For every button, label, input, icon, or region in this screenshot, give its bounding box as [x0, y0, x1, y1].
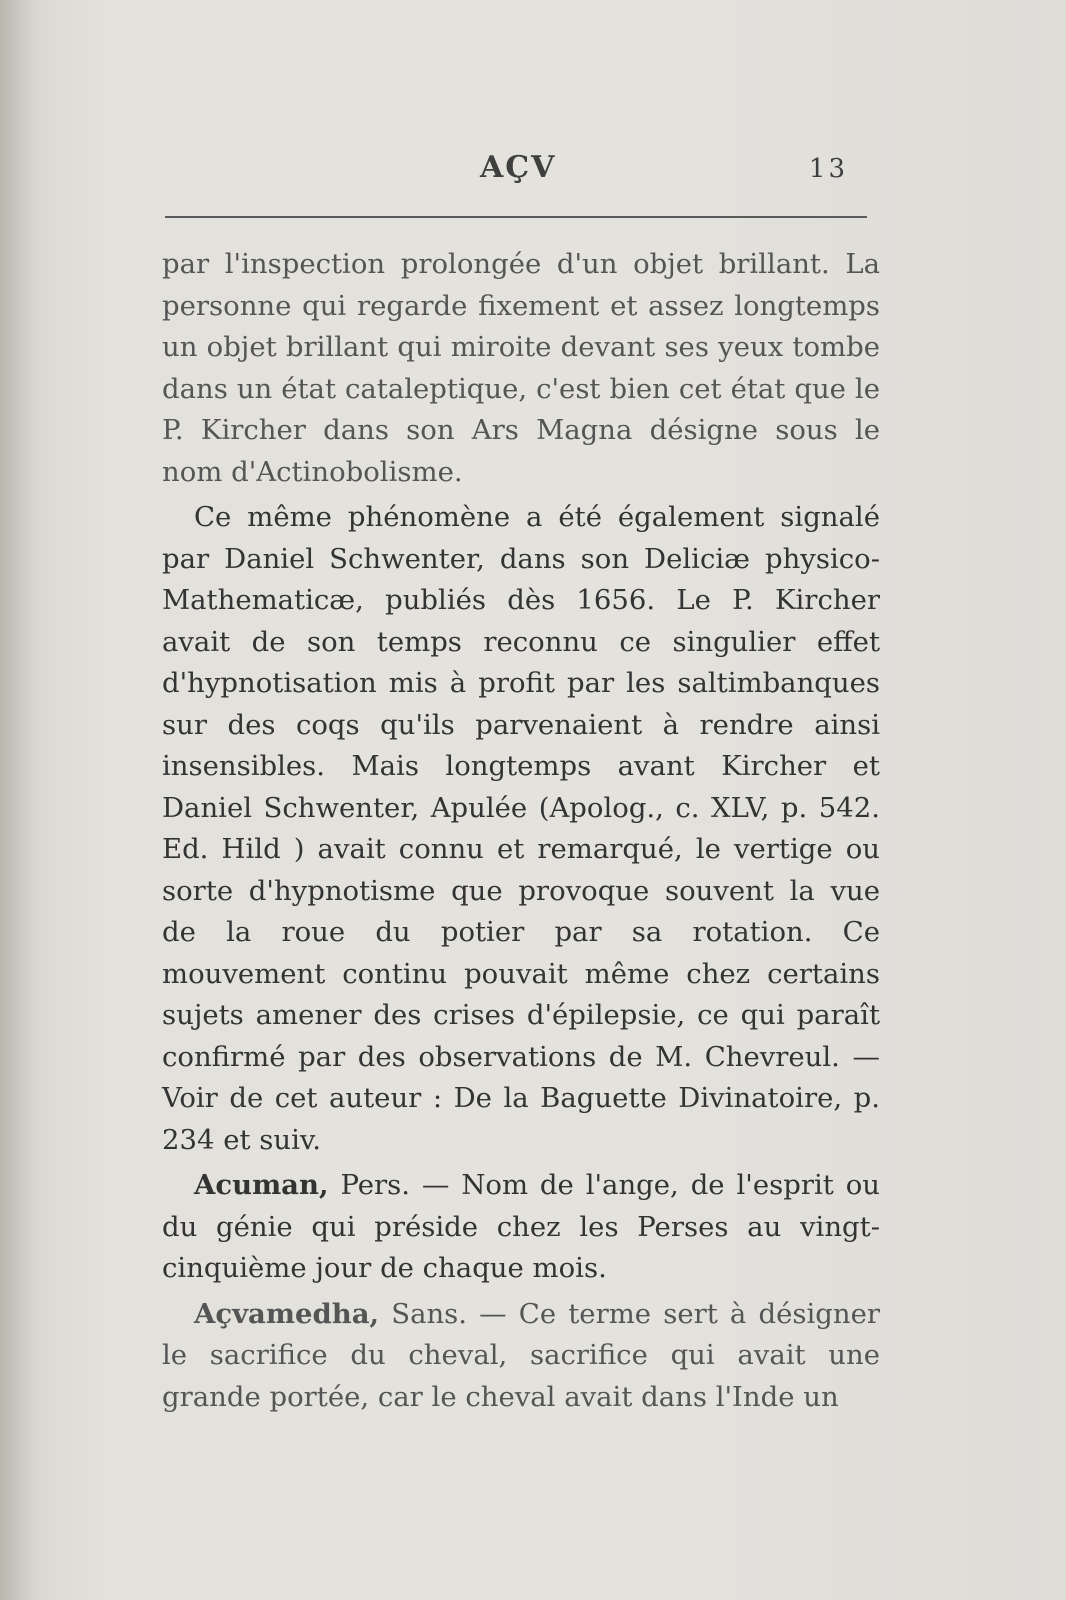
entry-text: Pers. — Nom de l'ange, de l'esprit ou du génie qui préside chez les Perses au vingt-cinquième jour de chaque mois.: [162, 1169, 880, 1284]
running-head: [168, 150, 868, 200]
paragraph-2: Ce même phénomène a été également signalé par Daniel Schwenter, dans son Deliciæ physico-Mathematicæ, publiés dès 1656. Le P. Kircher avait de son temps reconnu ce singulier effet d'hypnotisation mis à profit par les saltimbanques sur des coqs qu'ils parvenaient à rendre ainsi insensibles. Mais longtemps avant Kircher et Daniel Schwenter, Apulée (Apolog., c. XLV, p. 542. Ed. Hild ) avait connu et remarqué, le vertige ou sorte d'hypnotisme que provoque souvent la vue de la roue du potier par sa rotation. Ce mouvement continu pouvait même chez certains sujets amener des crises d'épilepsie, ce qui paraît confirmé par des observations de M. Chevreul. — Voir de cet auteur : De la Baguette Divinatoire, p. 234 et suiv.: [162, 501, 880, 1156]
entry-acuman: [162, 1165, 880, 1290]
header-rule: [165, 216, 867, 218]
book-binding-shadow: [0, 0, 34, 1600]
running-head-title: AÇV: [480, 150, 557, 185]
entry-term: Acuman,: [194, 1169, 329, 1201]
paragraph-1: par l'inspection prolongée d'un objet brillant. La personne qui regarde fixement et assez longtemps un objet brillant qui miroite devant ses yeux tombe dans un état cataleptique, c'est bien cet état que le P. Kircher dans son Ars Magna désigne sous le nom d'Actinobolisme.: [162, 248, 880, 488]
page-body: [162, 244, 880, 1418]
entry-term: Açvamedha,: [194, 1297, 380, 1330]
page-number: 13: [808, 154, 848, 184]
entry-acvamedha: [162, 1294, 880, 1419]
entry-text: Sans. — Ce terme sert à désigner le sacrifice du cheval, sacrifice qui avait une grande portée, car le cheval avait dans l'Inde un: [162, 1297, 880, 1413]
